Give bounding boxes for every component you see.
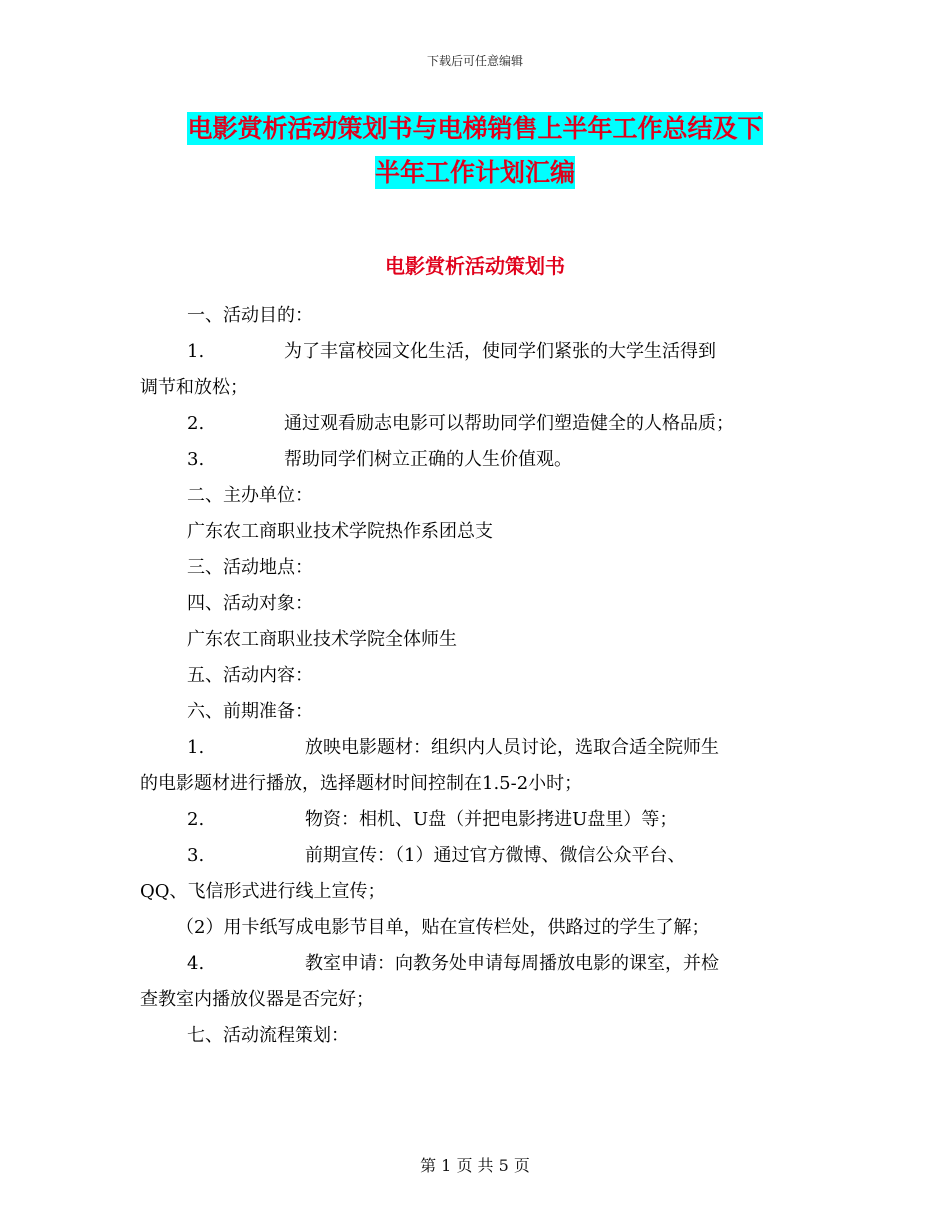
heading-organizer: 二、主办单位： [187, 485, 313, 506]
purpose-item-1-cont: 调节和放松； [140, 377, 248, 398]
document-body [140, 298, 810, 1054]
document-title-line-2: 半年工作计划汇编 [374, 158, 575, 187]
prep-item-1: 1. 放映电影题材：组织内人员讨论，选取合适全院师生 [187, 737, 719, 758]
purpose-item-3: 3. 帮助同学们树立正确的人生价值观。 [187, 449, 572, 470]
section-title: 电影赏析活动策划书 [385, 254, 565, 278]
purpose-item-2: 2. 通过观看励志电影可以帮助同学们塑造健全的人格品质； [187, 413, 734, 434]
document-title-line-1: 电影赏析活动策划书与电梯销售上半年工作总结及下 [187, 114, 763, 143]
prep-item-4-cont: 查教室内播放仪器是否完好； [140, 989, 374, 1010]
audience-text: 广东农工商职业技术学院全体师生 [187, 629, 457, 650]
heading-preparation: 六、前期准备： [187, 701, 313, 722]
heading-process: 七、活动流程策划： [187, 1025, 349, 1046]
prep-item-3-sub-2: （2）用卡纸写成电影节目单，贴在宣传栏处，供路过的学生了解； [176, 917, 710, 938]
heading-content: 五、活动内容： [187, 665, 313, 686]
prep-item-4: 4. 教室申请：向教务处申请每周播放电影的课室，并检 [187, 953, 719, 974]
page-footer: 第 1 页 共 5 页 [420, 1156, 530, 1175]
heading-purpose: 一、活动目的： [187, 305, 313, 326]
prep-item-2: 2. 物资：相机、U盘（并把电影拷进U盘里）等； [187, 809, 678, 830]
heading-audience: 四、活动对象： [187, 593, 313, 614]
heading-location: 三、活动地点： [187, 557, 313, 578]
prep-item-3-cont: QQ、飞信形式进行线上宣传； [140, 881, 386, 902]
organizer-text: 广东农工商职业技术学院热作系团总支 [187, 521, 493, 542]
prep-item-1-cont: 的电影题材进行播放，选择题材时间控制在1.5-2小时； [140, 773, 583, 794]
prep-item-3: 3. 前期宣传：（1）通过官方微博、微信公众平台、 [187, 845, 686, 866]
header-note: 下载后可任意编辑 [426, 54, 523, 68]
purpose-item-1: 1. 为了丰富校园文化生活，使同学们紧张的大学生活得到 [187, 341, 716, 362]
